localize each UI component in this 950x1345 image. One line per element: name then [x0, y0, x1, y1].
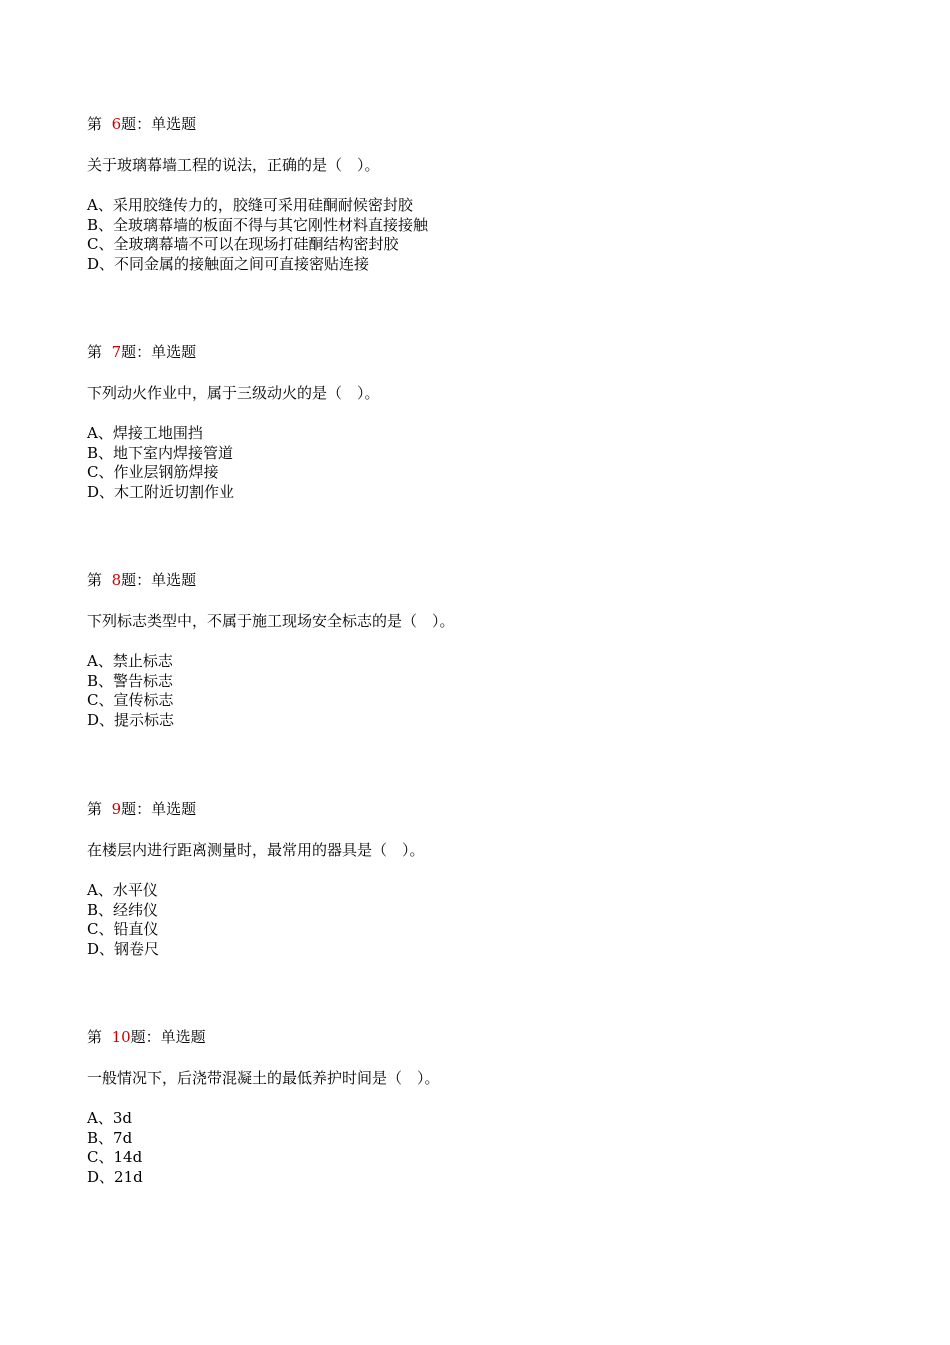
option-d: D、木工附近切割作业	[87, 483, 235, 502]
question-type: 题：单选题	[121, 800, 197, 818]
option-c: C、宣传标志	[87, 691, 174, 710]
question-type: 题：单选题	[121, 115, 197, 133]
option-a: A、禁止标志	[87, 652, 173, 670]
question-number: 10	[111, 1028, 131, 1046]
question-type: 题：单选题	[121, 343, 197, 361]
option-list	[87, 1109, 887, 1188]
option-c: C、作业层钢筋焊接	[87, 463, 219, 482]
question-stem: 一般情况下，后浇带混凝土的最低养护时间是（ ）。	[87, 1069, 440, 1087]
option-d: D、不同金属的接触面之间可直接密贴连接	[87, 255, 370, 274]
question-type: 题：单选题	[121, 571, 197, 589]
option-b: B、全玻璃幕墙的板面不得与其它刚性材料直接接触	[87, 215, 429, 234]
question-6	[87, 114, 887, 275]
question-prefix: 第	[87, 343, 103, 361]
question-prefix: 第	[87, 571, 103, 589]
option-b: B、警告标志	[87, 671, 174, 690]
question-number: 7	[111, 343, 122, 361]
question-number: 6	[111, 115, 122, 133]
option-c: C、全玻璃幕墙不可以在现场打硅酮结构密封胶	[87, 235, 399, 254]
option-c: C、铅直仪	[87, 920, 159, 939]
option-a: A、水平仪	[87, 881, 158, 899]
option-list	[87, 881, 887, 960]
option-b: B、7d	[87, 1128, 133, 1147]
question-stem: 下列动火作业中，属于三级动火的是（ ）。	[87, 384, 380, 402]
question-header	[87, 342, 887, 362]
question-number: 9	[111, 800, 122, 818]
option-b: B、地下室内焊接管道	[87, 443, 234, 462]
question-stem: 下列标志类型中，不属于施工现场安全标志的是（ ）。	[87, 612, 455, 630]
option-list	[87, 196, 887, 275]
question-prefix: 第	[87, 115, 103, 133]
question-10	[87, 1027, 887, 1188]
question-type: 题：单选题	[130, 1028, 206, 1046]
option-d: D、钢卷尺	[87, 940, 160, 959]
question-number: 8	[111, 571, 122, 589]
question-stem: 在楼层内进行距离测量时，最常用的器具是（ ）。	[87, 841, 425, 859]
option-a: A、3d	[87, 1109, 132, 1127]
option-a: A、焊接工地围挡	[87, 424, 203, 442]
question-7	[87, 342, 887, 503]
option-a: A、采用胶缝传力的，胶缝可采用硅酮耐候密封胶	[87, 196, 413, 214]
option-d: D、提示标志	[87, 711, 175, 730]
question-prefix: 第	[87, 1028, 103, 1046]
question-header	[87, 114, 887, 134]
question-prefix: 第	[87, 800, 103, 818]
option-list	[87, 424, 887, 503]
question-header	[87, 1027, 887, 1047]
question-8	[87, 570, 887, 731]
option-c: C、14d	[87, 1148, 143, 1167]
question-header	[87, 570, 887, 590]
option-d: D、21d	[87, 1168, 143, 1187]
option-list	[87, 652, 887, 731]
question-stem: 关于玻璃幕墙工程的说法，正确的是（ ）。	[87, 156, 380, 174]
option-b: B、经纬仪	[87, 900, 159, 919]
question-9	[87, 799, 887, 960]
question-header	[87, 799, 887, 819]
